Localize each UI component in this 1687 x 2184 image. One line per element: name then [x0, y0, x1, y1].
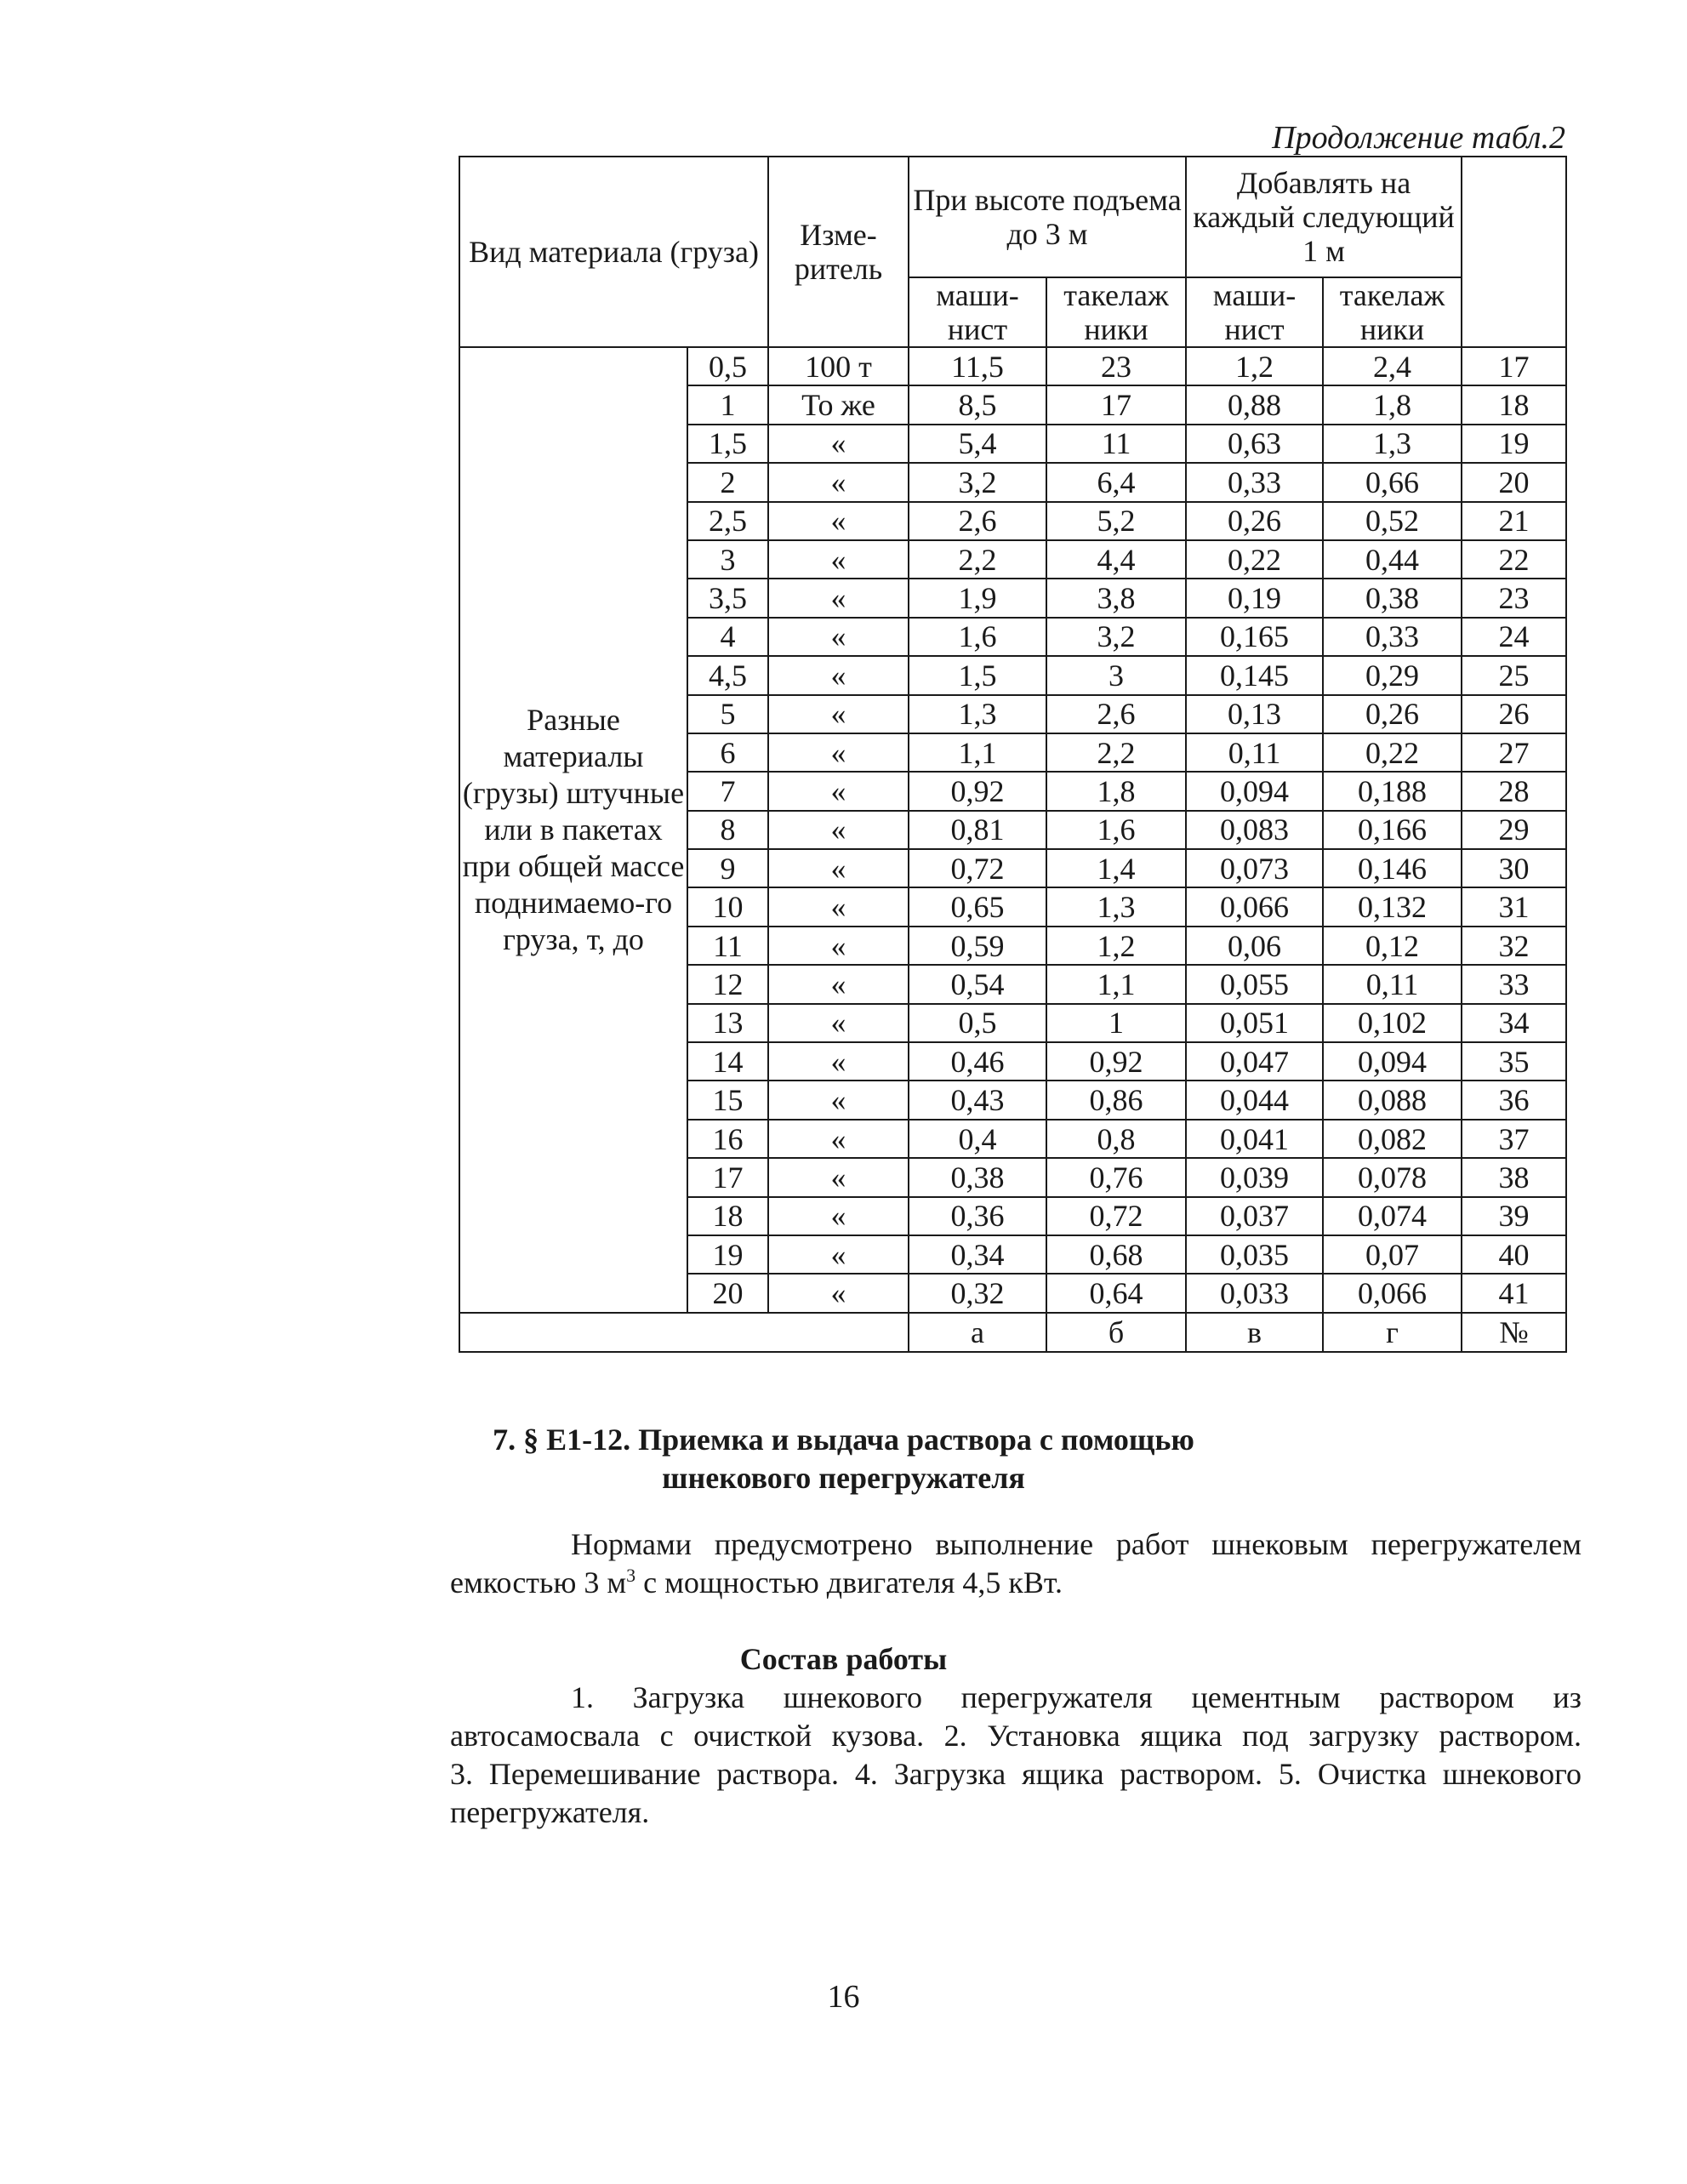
table-header-row	[459, 157, 1566, 277]
cell-c: 0,044	[1186, 1081, 1323, 1119]
cell-number: 29	[1462, 811, 1566, 849]
cell-b: 0,8	[1046, 1120, 1186, 1158]
cell-unit: «	[768, 1197, 909, 1235]
cell-c: 0,13	[1186, 695, 1323, 733]
cell-b: 3	[1046, 656, 1186, 694]
cell-mass: 7	[687, 772, 768, 810]
cell-mass: 9	[687, 849, 768, 887]
cell-unit: «	[768, 540, 909, 579]
cell-d: 0,132	[1323, 887, 1462, 926]
cell-a: 0,59	[909, 927, 1046, 965]
cell-a: 0,81	[909, 811, 1046, 849]
cell-number: 37	[1462, 1120, 1566, 1158]
footer-blank	[459, 1313, 909, 1352]
cubic-superscript: 3	[626, 1565, 636, 1586]
cell-number: 28	[1462, 772, 1566, 810]
cell-c: 0,11	[1186, 733, 1323, 772]
cell-d: 0,146	[1323, 849, 1462, 887]
cell-number: 26	[1462, 695, 1566, 733]
cell-b: 6,4	[1046, 463, 1186, 501]
cell-d: 0,22	[1323, 733, 1462, 772]
norms-paragraph-capacity: емкостью 3 м	[450, 1565, 627, 1600]
cell-mass: 19	[687, 1235, 768, 1274]
cell-b: 0,68	[1046, 1235, 1186, 1274]
cell-b: 1,6	[1046, 811, 1186, 849]
cell-mass: 5	[687, 695, 768, 733]
cell-c: 0,094	[1186, 772, 1323, 810]
cell-unit: «	[768, 1120, 909, 1158]
cell-mass: 11	[687, 927, 768, 965]
cell-a: 0,5	[909, 1004, 1046, 1042]
cell-a: 2,2	[909, 540, 1046, 579]
cell-b: 23	[1046, 347, 1186, 385]
footer-col-b: б	[1046, 1313, 1186, 1352]
cell-d: 1,8	[1323, 385, 1462, 424]
cell-b: 5,2	[1046, 502, 1186, 540]
section-heading	[0, 1421, 1687, 1497]
cell-a: 0,65	[909, 887, 1046, 926]
header-number-blank	[1462, 157, 1566, 347]
cell-c: 0,63	[1186, 425, 1323, 463]
cell-a: 11,5	[909, 347, 1046, 385]
cell-unit: «	[768, 502, 909, 540]
header-unit-text: Изме-ритель	[794, 218, 883, 286]
cell-mass: 4	[687, 618, 768, 656]
cell-mass: 0,5	[687, 347, 768, 385]
cell-mass: 2,5	[687, 502, 768, 540]
cell-d: 0,07	[1323, 1235, 1462, 1274]
cell-b: 3,8	[1046, 579, 1186, 617]
section-heading-line1: 7. § Е1-12. Приемка и выдача раствора с помощью	[493, 1423, 1194, 1457]
cell-d: 0,12	[1323, 927, 1462, 965]
work-line-1: 1. Загрузка шнекового перегружателя цементным раствором из	[571, 1680, 1582, 1714]
cell-c: 0,073	[1186, 849, 1323, 887]
cell-number: 32	[1462, 927, 1566, 965]
cell-number: 35	[1462, 1042, 1566, 1081]
cell-unit: 100 т	[768, 347, 909, 385]
cell-a: 1,3	[909, 695, 1046, 733]
cell-c: 0,047	[1186, 1042, 1323, 1081]
cell-b: 17	[1046, 385, 1186, 424]
cell-d: 0,38	[1323, 579, 1462, 617]
cell-unit: «	[768, 1042, 909, 1081]
header-additional-meter	[1186, 157, 1462, 277]
footer-col-d: г	[1323, 1313, 1462, 1352]
cell-mass: 6	[687, 733, 768, 772]
cell-a: 1,5	[909, 656, 1046, 694]
norms-paragraph-power: с мощностью двигателя 4,5 кВт.	[635, 1565, 1063, 1600]
cell-d: 0,074	[1323, 1197, 1462, 1235]
cell-d: 0,188	[1323, 772, 1462, 810]
cell-b: 1,1	[1046, 965, 1186, 1003]
subheader-machinist-a: маши-нист	[909, 277, 1046, 347]
norms-paragraph-line1: Нормами предусмотрено выполнение работ шнековым перегружателем	[571, 1527, 1582, 1561]
header-base-height	[909, 157, 1186, 277]
work-line-2: автосамосвала с очисткой кузова. 2. Установка ящика под загрузку раствором.	[450, 1719, 1582, 1753]
cell-number: 21	[1462, 502, 1566, 540]
cell-b: 0,72	[1046, 1197, 1186, 1235]
cell-a: 1,6	[909, 618, 1046, 656]
cell-c: 0,06	[1186, 927, 1323, 965]
cell-d: 0,44	[1323, 540, 1462, 579]
cell-mass: 1	[687, 385, 768, 424]
cell-mass: 14	[687, 1042, 768, 1081]
header-material	[459, 157, 768, 347]
cell-number: 25	[1462, 656, 1566, 694]
cell-b: 3,2	[1046, 618, 1186, 656]
cell-d: 1,3	[1323, 425, 1462, 463]
footer-col-c: в	[1186, 1313, 1323, 1352]
cell-c: 0,33	[1186, 463, 1323, 501]
cell-unit: «	[768, 965, 909, 1003]
cell-c: 0,26	[1186, 502, 1323, 540]
cell-a: 0,34	[909, 1235, 1046, 1274]
cell-a: 8,5	[909, 385, 1046, 424]
cell-mass: 2	[687, 463, 768, 501]
footer-number-sign: №	[1462, 1313, 1566, 1352]
cell-unit: «	[768, 1274, 909, 1312]
norms-paragraph	[450, 1525, 1582, 1602]
cell-c: 0,22	[1186, 540, 1323, 579]
cell-number: 17	[1462, 347, 1566, 385]
material-description-cell: Разные материалы (грузы) штучные или в пакетах при общей массе поднимаемо-го груза, т, до	[459, 347, 687, 1313]
cell-b: 11	[1046, 425, 1186, 463]
cell-c: 0,88	[1186, 385, 1323, 424]
table-continuation-label: Продолжение табл.2	[1272, 120, 1565, 156]
cell-c: 0,055	[1186, 965, 1323, 1003]
cell-a: 0,72	[909, 849, 1046, 887]
cell-d: 0,082	[1323, 1120, 1462, 1158]
cell-mass: 15	[687, 1081, 768, 1119]
cell-c: 0,033	[1186, 1274, 1323, 1312]
cell-d: 0,33	[1323, 618, 1462, 656]
cell-mass: 18	[687, 1197, 768, 1235]
section-heading-line2: шнекового перегружателя	[662, 1461, 1025, 1495]
cell-a: 3,2	[909, 463, 1046, 501]
work-composition-title: Состав работы	[739, 1642, 948, 1676]
cell-mass: 3	[687, 540, 768, 579]
cell-b: 1,4	[1046, 849, 1186, 887]
cell-c: 0,083	[1186, 811, 1323, 849]
cell-d: 0,66	[1323, 463, 1462, 501]
cell-number: 34	[1462, 1004, 1566, 1042]
cell-d: 0,078	[1323, 1158, 1462, 1196]
cell-d: 0,066	[1323, 1274, 1462, 1312]
cell-a: 0,54	[909, 965, 1046, 1003]
cell-mass: 13	[687, 1004, 768, 1042]
header-additional-meter-text: Добавлять на каждый следующий 1 м	[1193, 166, 1455, 268]
cell-unit: «	[768, 618, 909, 656]
cell-number: 27	[1462, 733, 1566, 772]
cell-b: 2,2	[1046, 733, 1186, 772]
cell-unit: «	[768, 849, 909, 887]
work-composition-paragraph	[450, 1679, 1582, 1832]
cell-d: 0,11	[1323, 965, 1462, 1003]
cell-mass: 8	[687, 811, 768, 849]
cell-b: 0,86	[1046, 1081, 1186, 1119]
cell-c: 0,145	[1186, 656, 1323, 694]
cell-d: 0,29	[1323, 656, 1462, 694]
cell-number: 31	[1462, 887, 1566, 926]
cell-a: 1,1	[909, 733, 1046, 772]
subheader-machinist-c: маши-нист	[1186, 277, 1323, 347]
cell-b: 0,76	[1046, 1158, 1186, 1196]
cell-mass: 17	[687, 1158, 768, 1196]
cell-number: 41	[1462, 1274, 1566, 1312]
table-row	[459, 347, 1566, 385]
norms-paragraph-line2	[450, 1565, 1063, 1600]
cell-c: 0,165	[1186, 618, 1323, 656]
cell-unit: «	[768, 733, 909, 772]
cell-b: 0,92	[1046, 1042, 1186, 1081]
cell-b: 1,8	[1046, 772, 1186, 810]
cell-number: 40	[1462, 1235, 1566, 1274]
cell-mass: 4,5	[687, 656, 768, 694]
cell-b: 1	[1046, 1004, 1186, 1042]
header-base-height-text: При высоте подъема до 3 м	[913, 183, 1182, 251]
cell-mass: 20	[687, 1274, 768, 1312]
cell-unit: «	[768, 463, 909, 501]
cell-c: 1,2	[1186, 347, 1323, 385]
cell-c: 0,066	[1186, 887, 1323, 926]
cell-b: 1,3	[1046, 887, 1186, 926]
cell-unit: «	[768, 811, 909, 849]
cell-c: 0,041	[1186, 1120, 1323, 1158]
cell-unit: То же	[768, 385, 909, 424]
cell-number: 24	[1462, 618, 1566, 656]
cell-d: 0,26	[1323, 695, 1462, 733]
cell-a: 0,36	[909, 1197, 1046, 1235]
cell-number: 39	[1462, 1197, 1566, 1235]
cell-c: 0,051	[1186, 1004, 1323, 1042]
cell-unit: «	[768, 1004, 909, 1042]
cell-mass: 16	[687, 1120, 768, 1158]
cell-a: 0,92	[909, 772, 1046, 810]
norms-table	[459, 156, 1567, 1353]
work-line-4: перегружателя.	[450, 1795, 650, 1829]
cell-unit: «	[768, 425, 909, 463]
cell-d: 0,094	[1323, 1042, 1462, 1081]
cell-mass: 10	[687, 887, 768, 926]
subheader-riggers-d: такелаж ники	[1323, 277, 1462, 347]
page-number: 16	[827, 1979, 860, 2015]
cell-b: 4,4	[1046, 540, 1186, 579]
work-line-3: 3. Перемешивание раствора. 4. Загрузка ящика раствором. 5. Очистка шнекового	[450, 1757, 1582, 1791]
cell-number: 22	[1462, 540, 1566, 579]
cell-unit: «	[768, 1235, 909, 1274]
cell-a: 1,9	[909, 579, 1046, 617]
cell-a: 2,6	[909, 502, 1046, 540]
cell-number: 23	[1462, 579, 1566, 617]
cell-unit: «	[768, 772, 909, 810]
cell-d: 0,088	[1323, 1081, 1462, 1119]
cell-number: 33	[1462, 965, 1566, 1003]
cell-number: 20	[1462, 463, 1566, 501]
cell-a: 0,46	[909, 1042, 1046, 1081]
cell-unit: «	[768, 927, 909, 965]
cell-d: 0,166	[1323, 811, 1462, 849]
cell-d: 0,52	[1323, 502, 1462, 540]
cell-unit: «	[768, 656, 909, 694]
cell-unit: «	[768, 887, 909, 926]
subheader-riggers-b: такелаж ники	[1046, 277, 1186, 347]
cell-mass: 1,5	[687, 425, 768, 463]
cell-b: 0,64	[1046, 1274, 1186, 1312]
cell-d: 0,102	[1323, 1004, 1462, 1042]
cell-unit: «	[768, 579, 909, 617]
cell-a: 0,4	[909, 1120, 1046, 1158]
cell-c: 0,035	[1186, 1235, 1323, 1274]
cell-number: 36	[1462, 1081, 1566, 1119]
cell-number: 19	[1462, 425, 1566, 463]
footer-col-a: а	[909, 1313, 1046, 1352]
cell-b: 2,6	[1046, 695, 1186, 733]
cell-c: 0,037	[1186, 1197, 1323, 1235]
cell-b: 1,2	[1046, 927, 1186, 965]
cell-a: 0,32	[909, 1274, 1046, 1312]
cell-a: 0,43	[909, 1081, 1046, 1119]
cell-d: 2,4	[1323, 347, 1462, 385]
cell-c: 0,039	[1186, 1158, 1323, 1196]
cell-number: 30	[1462, 849, 1566, 887]
cell-number: 38	[1462, 1158, 1566, 1196]
cell-unit: «	[768, 1158, 909, 1196]
table-footer-row	[459, 1313, 1566, 1352]
cell-unit: «	[768, 1081, 909, 1119]
cell-mass: 12	[687, 965, 768, 1003]
cell-a: 5,4	[909, 425, 1046, 463]
header-material-text: Вид материала (груза)	[469, 235, 759, 269]
cell-number: 18	[1462, 385, 1566, 424]
header-unit	[768, 157, 909, 347]
cell-unit: «	[768, 695, 909, 733]
cell-c: 0,19	[1186, 579, 1323, 617]
cell-mass: 3,5	[687, 579, 768, 617]
cell-a: 0,38	[909, 1158, 1046, 1196]
